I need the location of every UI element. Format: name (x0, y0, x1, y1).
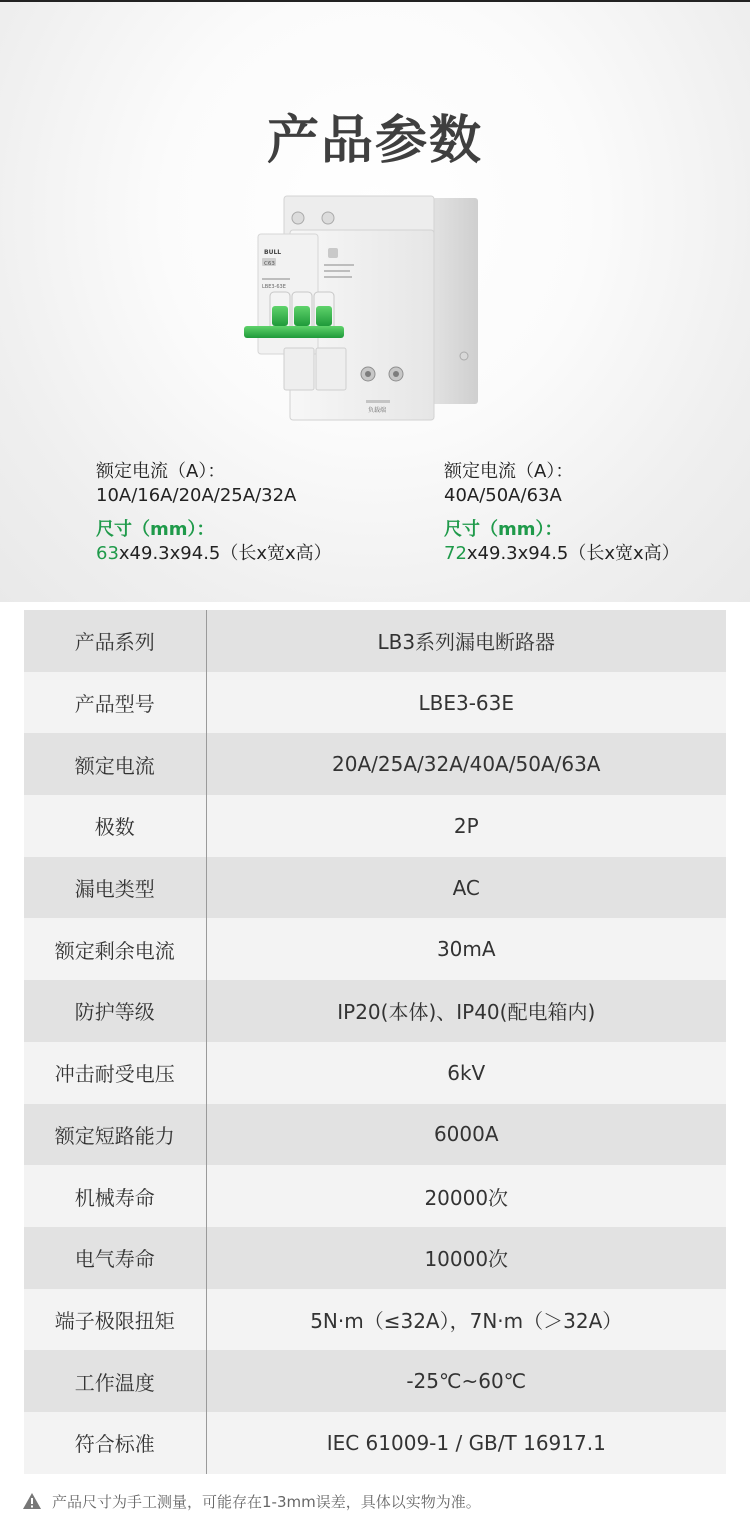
table-row (24, 1165, 726, 1227)
spec-current-label: 额定电流（A）： (444, 461, 574, 482)
table-row (24, 1412, 726, 1474)
spec-column-right (444, 460, 680, 566)
param-value: 20A/25A/32A/40A/50A/63A (206, 733, 726, 795)
param-value: IEC 61009-1 / GB/T 16917.1 (206, 1412, 726, 1474)
param-label: 工作温度 (24, 1350, 206, 1412)
param-label: 产品系列 (24, 610, 206, 672)
param-label: 电气寿命 (24, 1227, 206, 1289)
param-value: 5N·m（≤32A），7N·m（＞32A） (206, 1289, 726, 1351)
footnote-text: 产品尺寸为手工测量，可能存在1-3mm误差，具体以实物为准。 (52, 1492, 481, 1511)
table-row (24, 980, 726, 1042)
param-label: 端子极限扭矩 (24, 1289, 206, 1351)
product-brand-text: BULL (264, 249, 282, 256)
table-row (24, 610, 726, 672)
param-value: 6kV (206, 1042, 726, 1104)
table-row (24, 795, 726, 857)
spec-size-label: 尺寸（mm）： (96, 519, 215, 540)
param-value: AC (206, 857, 726, 919)
table-row (24, 1104, 726, 1166)
product-model-text: LBE3-63E (262, 284, 286, 290)
warning-icon (22, 1492, 42, 1510)
param-label: 机械寿命 (24, 1165, 206, 1227)
spec-current-values: 40A/50A/63A (444, 485, 562, 506)
page-title: 产品参数 (266, 111, 483, 171)
spec-column-left (96, 460, 332, 566)
param-value: 30mA (206, 918, 726, 980)
param-value: LBE3-63E (206, 672, 726, 734)
spec-size-width: 63 (96, 543, 119, 564)
param-value: 2P (206, 795, 726, 857)
spec-current-values: 10A/16A/20A/25A/32A (96, 485, 297, 506)
param-label: 额定剩余电流 (24, 918, 206, 980)
param-label: 极数 (24, 795, 206, 857)
spec-current-label: 额定电流（A）： (96, 461, 226, 482)
spec-size-rest: x49.3x94.5（长x宽x高） (118, 543, 332, 564)
param-label: 额定短路能力 (24, 1104, 206, 1166)
param-label: 防护等级 (24, 980, 206, 1042)
table-row (24, 733, 726, 795)
table-row (24, 1042, 726, 1104)
param-label: 漏电类型 (24, 857, 206, 919)
param-value: 10000次 (206, 1227, 726, 1289)
table-row (24, 1289, 726, 1351)
spec-size-line (444, 542, 680, 566)
param-label: 冲击耐受电压 (24, 1042, 206, 1104)
param-value: LB3系列漏电断路器 (206, 610, 726, 672)
param-label: 产品型号 (24, 672, 206, 734)
table-row (24, 1227, 726, 1289)
table-row (24, 918, 726, 980)
table-row (24, 1350, 726, 1412)
param-value: 20000次 (206, 1165, 726, 1227)
product-image (240, 190, 490, 425)
param-value: IP20(本体)、IP40(配电箱内) (206, 980, 726, 1042)
table-row (24, 672, 726, 734)
param-value: -25℃~60℃ (206, 1350, 726, 1412)
spec-size-label: 尺寸（mm）： (444, 519, 563, 540)
footnote (22, 1488, 481, 1514)
spec-size-line (96, 542, 332, 566)
param-value: 6000A (206, 1104, 726, 1166)
params-table (24, 610, 726, 1474)
spec-size-rest: x49.3x94.5（长x宽x高） (466, 543, 680, 564)
hero-section (0, 2, 750, 602)
table-row (24, 857, 726, 919)
product-rating-text: C63 (264, 261, 275, 267)
spec-size-width: 72 (444, 543, 467, 564)
param-label: 额定电流 (24, 733, 206, 795)
param-label: 符合标准 (24, 1412, 206, 1474)
product-chinese-tag-text: 负载端 (368, 407, 387, 414)
